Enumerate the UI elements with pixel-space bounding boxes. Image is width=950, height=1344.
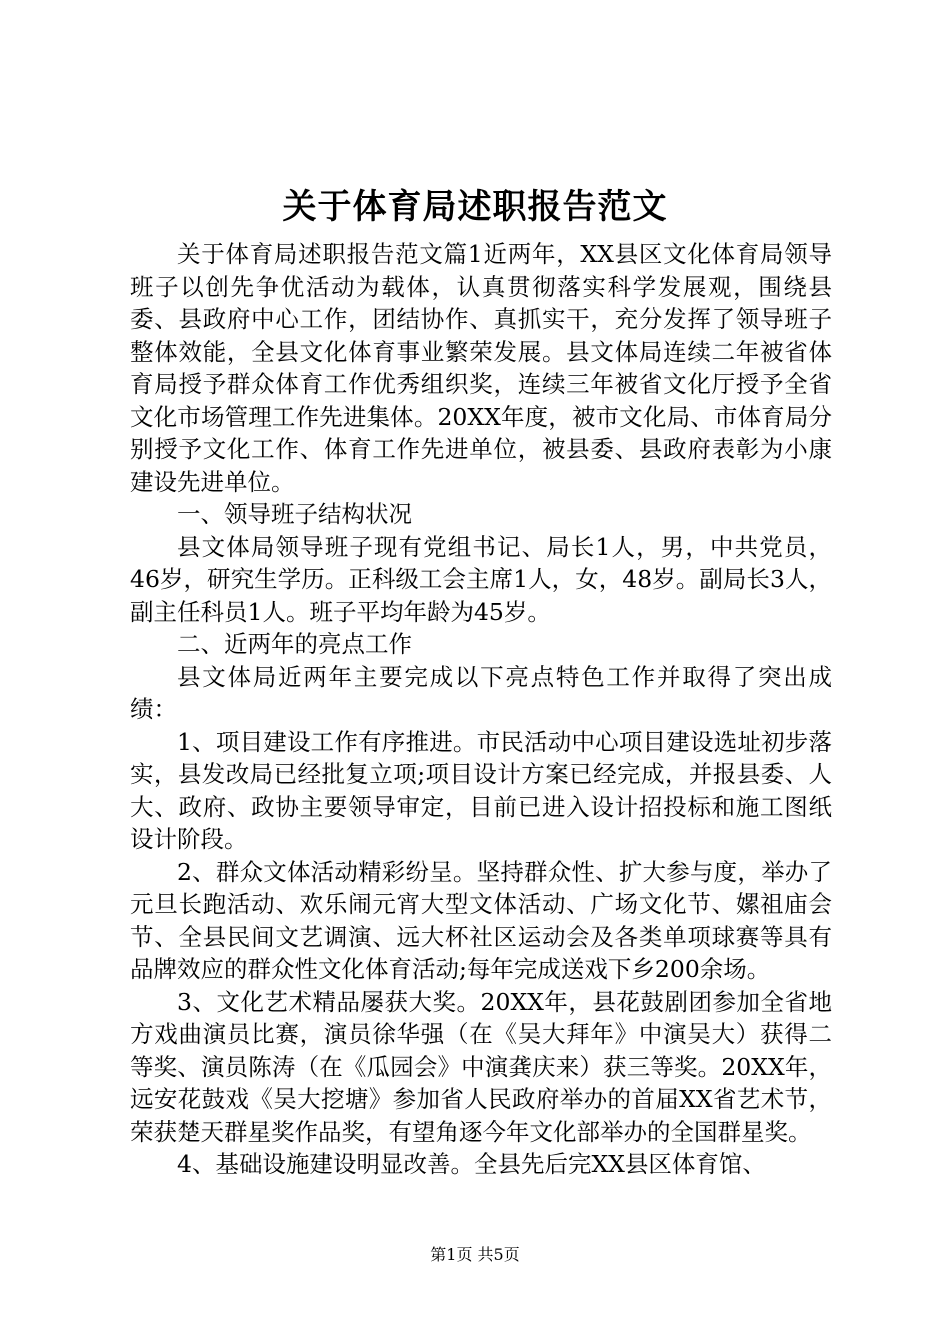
paragraph-structure: 县文体局领导班子现有党组书记、局长1人，男，中共党员，46岁，研究生学历。正科级工会主席1人，女，48岁。副局长3人，副主任科员1人。班子平均年龄为45岁。	[130, 532, 832, 626]
document-title: 关于体育局述职报告范文	[282, 187, 668, 227]
list-item-1: 1、项目建设工作有序推进。市民活动中心项目建设选址初步落实，县发改局已经批复立项;项目设计方案已经完成，并报县委、人大、政府、政协主要领导审定，目前已进入设计招投标和施工图纸设计阶段。	[130, 727, 832, 853]
list-item-3: 3、文化艺术精品屡获大奖。20XX年，县花鼓剧团参加全省地方戏曲演员比赛，演员徐华强（在《吴大拜年》中演吴大）获得二等奖、演员陈涛（在《瓜园会》中演龚庆来）获三等奖。20XX年，远安花鼓戏《吴大挖塘》参加省人民政府举办的首届XX省艺术节，荣获楚天群星奖作品奖，有望角逐今年文化部举办的全国群星奖。	[130, 987, 832, 1146]
list-item-4: 4、基础设施建设明显改善。全县先后完XX县区体育馆、	[177, 1150, 766, 1178]
page-footer: 第1页 共5页	[430, 1245, 520, 1264]
section-heading-1: 一、领导班子结构状况	[177, 500, 412, 528]
section-heading-2: 二、近两年的亮点工作	[177, 630, 412, 658]
paragraph-intro: 关于体育局述职报告范文篇1近两年，XX县区文化体育局领导班子以创先争优活动为载体，认真贯彻落实科学发展观，围绕县委、县政府中心工作，团结协作、真抓实干，充分发挥了领导班子整体效能，全县文化体育事业繁荣发展。县文体局连续二年被省体育局授予群众体育工作优秀组织奖，连续三年被省文化厅授予全省文化市场管理工作先进集体。20XX年度，被市文化局、市体育局分别授予文化工作、体育工作先进单位，被县委、县政府表彰为小康建设先进单位。	[130, 240, 832, 496]
list-item-2: 2、群众文体活动精彩纷呈。坚持群众性、扩大参与度，举办了元旦长跑活动、欢乐闹元宵大型文体活动、广场文化节、嫘祖庙会节、全县民间文艺调演、远大杯社区运动会及各类单项球赛等具有品牌效应的群众性文化体育活动;每年完成送戏下乡200余场。	[130, 857, 832, 983]
paragraph-highlights-intro: 县文体局近两年主要完成以下亮点特色工作并取得了突出成绩：	[130, 662, 832, 723]
document-body	[130, 238, 832, 1181]
